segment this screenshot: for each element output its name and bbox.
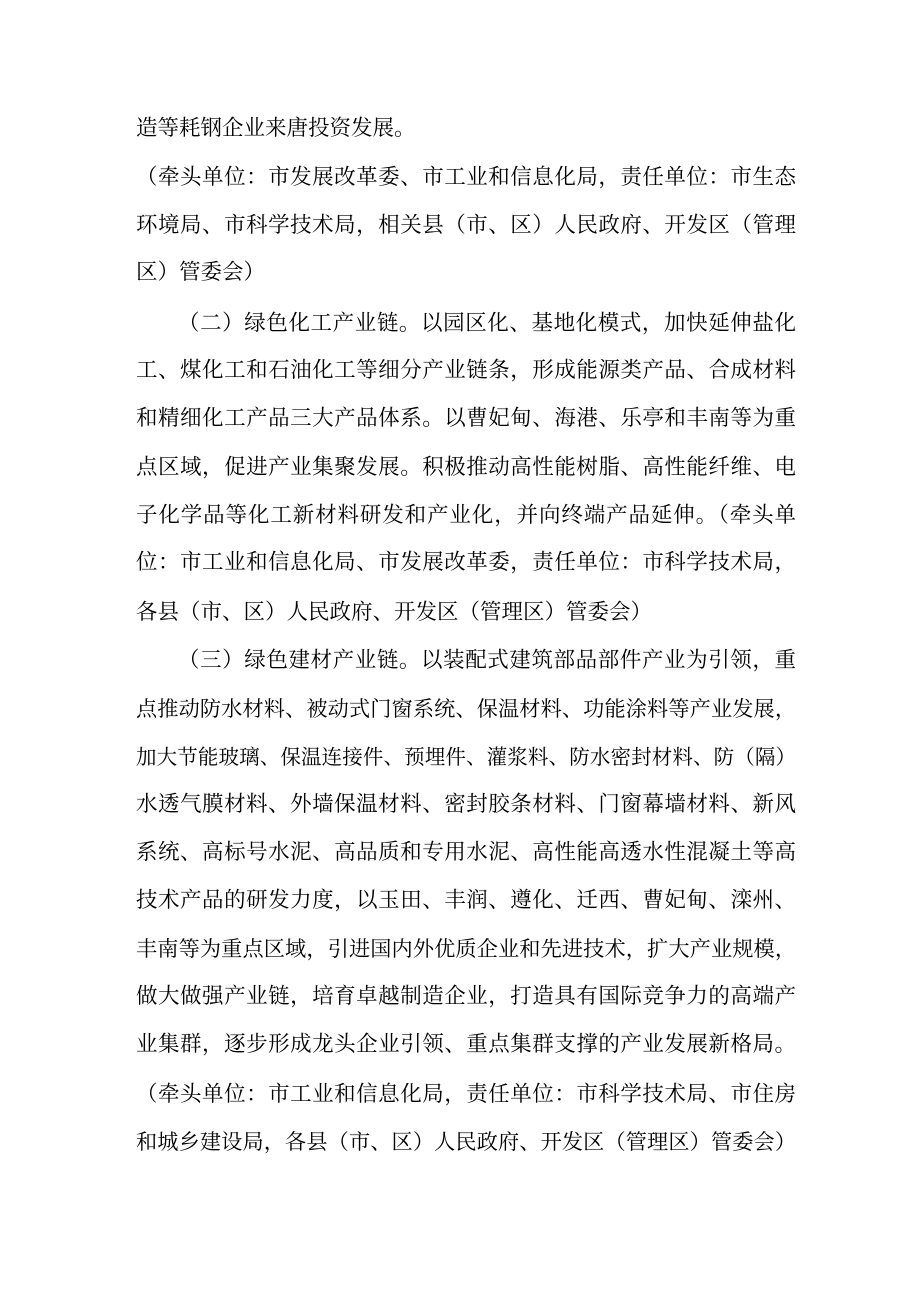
text-line: （三）绿色建材产业链。以装配式建筑部品部件产业为引领，重	[178, 648, 796, 673]
text-line: 位：市工业和信息化局、市发展改革委，责任单位：市科学技术局，	[136, 550, 796, 575]
text-line: 区）管委会）	[136, 260, 266, 285]
text-line: 工、煤化工和石油化工等细分产业链条，形成能源类产品、合成材料	[136, 358, 796, 383]
text-line: 系统、高标号水泥、高品质和专用水泥、高性能高透水性混凝土等高	[136, 840, 796, 865]
text-line: 和精细化工产品三大产品体系。以曹妃甸、海港、乐亭和丰南等为重	[136, 406, 796, 431]
text-line: 水透气膜材料、外墙保温材料、密封胶条材料、门窗幕墙材料、新风	[136, 792, 796, 817]
text-line: 环境局、市科学技术局，相关县（市、区）人民政府、开发区（管理	[136, 213, 796, 238]
text-line: 技术产品的研发力度，以玉田、丰润、遵化、迁西、曹妃甸、滦州、	[136, 888, 796, 913]
text-line: （牵头单位：市发展改革委、市工业和信息化局，责任单位：市生态	[136, 165, 796, 190]
text-line: 子化学品等化工新材料研发和产业化，并向终端产品延伸。（牵头单	[136, 503, 796, 528]
text-line: 造等耗钢企业来唐投资发展。	[136, 116, 416, 141]
text-line: 点区域，促进产业集聚发展。积极推动高性能树脂、高性能纤维、电	[136, 455, 796, 480]
text-line: 加大节能玻璃、保温连接件、预埋件、灌浆料、防水密封材料、防（隔）	[136, 745, 796, 769]
text-line: 做大做强产业链，培育卓越制造企业，打造具有国际竞争力的高端产	[136, 984, 796, 1009]
text-line: 业集群，逐步形成龙头企业引领、重点集群支撑的产业发展新格局。	[136, 1032, 796, 1057]
text-line: （牵头单位：市工业和信息化局，责任单位：市科学技术局、市住房	[136, 1082, 796, 1107]
text-line: 点推动防水材料、被动式门窗系统、保温材料、功能涂料等产业发展，	[136, 696, 796, 721]
text-line: 和城乡建设局，各县（市、区）人民政府、开发区（管理区）管委会）	[136, 1129, 796, 1154]
text-line: 各县（市、区）人民政府、开发区（管理区）管委会）	[136, 600, 653, 625]
text-line: （二）绿色化工产业链。以园区化、基地化模式，加快延伸盐化	[178, 311, 796, 336]
text-line: 丰南等为重点区域，引进国内外优质企业和先进技术，扩大产业规模，	[136, 936, 796, 961]
